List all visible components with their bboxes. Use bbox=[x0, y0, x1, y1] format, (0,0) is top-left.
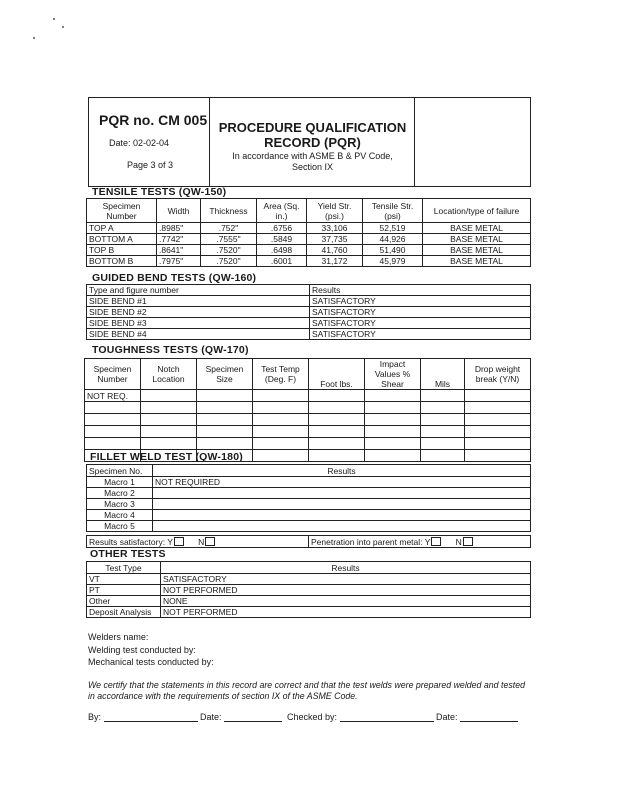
results-no-checkbox[interactable] bbox=[205, 537, 215, 546]
table-row bbox=[87, 607, 531, 618]
table-row bbox=[85, 426, 531, 438]
table-row bbox=[87, 596, 531, 607]
penetration-yes-checkbox[interactable] bbox=[431, 537, 441, 546]
table-cell: .8641" bbox=[157, 245, 201, 256]
table-cell: 33,106 bbox=[307, 223, 363, 234]
table-cell: BASE METAL bbox=[423, 223, 531, 234]
column-header: Results bbox=[310, 285, 531, 296]
column-header: Thickness bbox=[201, 199, 257, 223]
guided-bend-tests-title: GUIDED BEND TESTS (QW-160) bbox=[92, 272, 257, 284]
results-satisfactory-label: Results satisfactory: bbox=[89, 536, 166, 547]
table-cell: Macro 2 bbox=[87, 488, 153, 499]
table-row bbox=[87, 488, 531, 499]
table-cell: 52,519 bbox=[363, 223, 423, 234]
table-row bbox=[87, 318, 531, 329]
table-header-row bbox=[87, 199, 531, 223]
table-row bbox=[87, 307, 531, 318]
table-cell: NOT REQ. bbox=[85, 390, 141, 402]
column-header: Foot lbs. bbox=[309, 359, 365, 390]
toughness-tests-table bbox=[84, 358, 531, 462]
fillet-weld-test-table bbox=[86, 464, 531, 532]
table-row bbox=[85, 438, 531, 450]
checked-by-line[interactable] bbox=[340, 721, 434, 722]
column-header: Drop weight break (Y/N) bbox=[465, 359, 531, 390]
table-cell: SATISFACTORY bbox=[310, 329, 531, 340]
header-right-cell bbox=[414, 98, 531, 186]
table-cell: BASE METAL bbox=[423, 256, 531, 267]
table-row bbox=[85, 390, 531, 402]
table-header-row bbox=[85, 359, 531, 390]
table-cell: BASE METAL bbox=[423, 234, 531, 245]
date-line-2[interactable] bbox=[460, 721, 518, 722]
toughness-tests-title: TOUGHNESS TESTS (QW-170) bbox=[92, 344, 249, 356]
penetration-no-checkbox[interactable] bbox=[463, 537, 473, 546]
table-cell: 44,926 bbox=[363, 234, 423, 245]
table-cell: .6498 bbox=[257, 245, 307, 256]
table-cell: SATISFACTORY bbox=[310, 318, 531, 329]
table-cell: .5849 bbox=[257, 234, 307, 245]
table-cell: .7520" bbox=[201, 256, 257, 267]
table-cell: Macro 3 bbox=[87, 499, 153, 510]
column-header: Type and figure number bbox=[87, 285, 310, 296]
document-subtitle-line1: In accordance with ASME B & PV Code, bbox=[232, 151, 393, 161]
signature-date bbox=[200, 712, 282, 722]
column-header: Area (Sq. in.) bbox=[257, 199, 307, 223]
date-label-2: Date: bbox=[436, 712, 458, 722]
by-label: By: bbox=[88, 712, 102, 722]
table-row bbox=[87, 574, 531, 585]
table-row bbox=[87, 329, 531, 340]
table-cell: NOT PERFORMED bbox=[161, 607, 531, 618]
by-signature-line[interactable] bbox=[104, 721, 198, 722]
column-header: Notch Location bbox=[141, 359, 197, 390]
column-header: Results bbox=[161, 562, 531, 574]
table-cell: 37,735 bbox=[307, 234, 363, 245]
results-yes-checkbox[interactable] bbox=[174, 537, 184, 546]
table-row bbox=[87, 223, 531, 234]
page-number: Page 3 of 3 bbox=[127, 160, 174, 170]
signature-date-2 bbox=[436, 712, 518, 722]
table-cell: .7742" bbox=[157, 234, 201, 245]
date-line[interactable] bbox=[224, 721, 282, 722]
column-header: Location/type of failure bbox=[423, 199, 531, 223]
table-cell: Macro 5 bbox=[87, 521, 153, 532]
table-row bbox=[87, 477, 531, 488]
table-row bbox=[87, 256, 531, 267]
table-cell: SATISFACTORY bbox=[310, 307, 531, 318]
table-cell: .6001 bbox=[257, 256, 307, 267]
table-row bbox=[87, 585, 531, 596]
scan-speck bbox=[33, 37, 35, 39]
table-cell: Macro 1 bbox=[87, 477, 153, 488]
other-tests-title: OTHER TESTS bbox=[90, 548, 166, 560]
table-cell: SIDE BEND #3 bbox=[87, 318, 310, 329]
other-tests-table bbox=[86, 561, 531, 618]
certification-statement: We certify that the statements in this record are correct and that the test welds were prepared welded and tested in accordance with the requirements of section IX of the ASME Code. bbox=[88, 680, 525, 701]
pqr-number: PQR no. CM 005 bbox=[99, 112, 208, 128]
tensile-tests-table bbox=[86, 198, 531, 267]
table-cell bbox=[153, 499, 531, 510]
table-row bbox=[87, 521, 531, 532]
table-cell: BOTTOM A bbox=[87, 234, 157, 245]
results-yes-label: Y bbox=[167, 536, 173, 547]
table-header-row bbox=[87, 465, 531, 477]
date-label: Date: bbox=[200, 712, 222, 722]
table-header-row bbox=[87, 562, 531, 574]
table-row bbox=[87, 499, 531, 510]
column-header: Tensile Str. (psi) bbox=[363, 199, 423, 223]
table-cell: NOT PERFORMED bbox=[161, 585, 531, 596]
fillet-weld-test-title: FILLET WELD TEST (QW-180) bbox=[90, 451, 243, 463]
column-header: Specimen Size bbox=[197, 359, 253, 390]
fillet-results-row bbox=[86, 535, 531, 548]
table-cell bbox=[153, 521, 531, 532]
document-title-line2: RECORD (PQR) bbox=[264, 135, 361, 150]
table-cell: .7555" bbox=[201, 234, 257, 245]
column-header: Specimen Number bbox=[87, 199, 157, 223]
penetration-no-label: N bbox=[455, 536, 462, 547]
signature-by bbox=[88, 712, 198, 722]
table-row bbox=[87, 245, 531, 256]
table-cell: .7975" bbox=[157, 256, 201, 267]
table-row bbox=[87, 296, 531, 307]
table-cell: .752" bbox=[201, 223, 257, 234]
column-header: Test Temp (Deg. F) bbox=[253, 359, 309, 390]
table-cell: 51,490 bbox=[363, 245, 423, 256]
column-header: Mils bbox=[421, 359, 465, 390]
checked-by-label: Checked by: bbox=[287, 712, 338, 722]
penetration-label: Penetration into parent metal: bbox=[311, 536, 423, 547]
signature-checked-by bbox=[287, 712, 434, 722]
guided-bend-tests-table bbox=[86, 284, 531, 340]
table-row bbox=[87, 234, 531, 245]
table-cell: PT bbox=[87, 585, 161, 596]
table-cell: .7520" bbox=[201, 245, 257, 256]
column-header: Results bbox=[153, 465, 531, 477]
column-header: Test Type bbox=[87, 562, 161, 574]
results-no-label: N bbox=[198, 536, 205, 547]
penetration-yes-label: Y bbox=[424, 536, 431, 547]
table-cell: SIDE BEND #1 bbox=[87, 296, 310, 307]
table-cell: 41,760 bbox=[307, 245, 363, 256]
column-header: Impact Values % Shear bbox=[365, 359, 421, 390]
table-cell: Other bbox=[87, 596, 161, 607]
pqr-header-box bbox=[88, 97, 531, 187]
table-cell: VT bbox=[87, 574, 161, 585]
welding-test-label: Welding test conducted by: bbox=[88, 645, 196, 655]
table-cell: Deposit Analysis bbox=[87, 607, 161, 618]
table-cell: TOP A bbox=[87, 223, 157, 234]
table-cell: 45,979 bbox=[363, 256, 423, 267]
table-cell: SATISFACTORY bbox=[161, 574, 531, 585]
table-cell: SIDE BEND #4 bbox=[87, 329, 310, 340]
table-cell: NONE bbox=[161, 596, 531, 607]
scan-speck bbox=[62, 26, 64, 28]
column-header: Width bbox=[157, 199, 201, 223]
table-cell: Macro 4 bbox=[87, 510, 153, 521]
tensile-tests-title: TENSILE TESTS (QW-150) bbox=[92, 186, 227, 198]
table-cell: TOP B bbox=[87, 245, 157, 256]
record-date: Date: 02-02-04 bbox=[109, 138, 170, 148]
column-header: Specimen Number bbox=[85, 359, 141, 390]
table-row bbox=[85, 414, 531, 426]
table-cell: SATISFACTORY bbox=[310, 296, 531, 307]
table-row bbox=[87, 510, 531, 521]
table-cell: SIDE BEND #2 bbox=[87, 307, 310, 318]
column-header: Yield Str. (psi.) bbox=[307, 199, 363, 223]
table-cell: .8985" bbox=[157, 223, 201, 234]
table-cell: BOTTOM B bbox=[87, 256, 157, 267]
table-cell: BASE METAL bbox=[423, 245, 531, 256]
document-title-line1: PROCEDURE QUALIFICATION bbox=[218, 120, 407, 135]
scan-speck bbox=[53, 18, 55, 20]
table-row bbox=[85, 402, 531, 414]
welders-name-label: Welders name: bbox=[88, 632, 149, 642]
table-header-row bbox=[87, 285, 531, 296]
table-cell bbox=[153, 510, 531, 521]
document-subtitle-line2: Section IX bbox=[291, 162, 334, 172]
header-left-cell bbox=[89, 98, 210, 186]
mechanical-tests-label: Mechanical tests conducted by: bbox=[88, 657, 214, 667]
table-cell: .6756 bbox=[257, 223, 307, 234]
table-cell: NOT REQUIRED bbox=[153, 477, 531, 488]
column-header: Specimen No. bbox=[87, 465, 153, 477]
table-cell bbox=[153, 488, 531, 499]
table-cell: 31,172 bbox=[307, 256, 363, 267]
